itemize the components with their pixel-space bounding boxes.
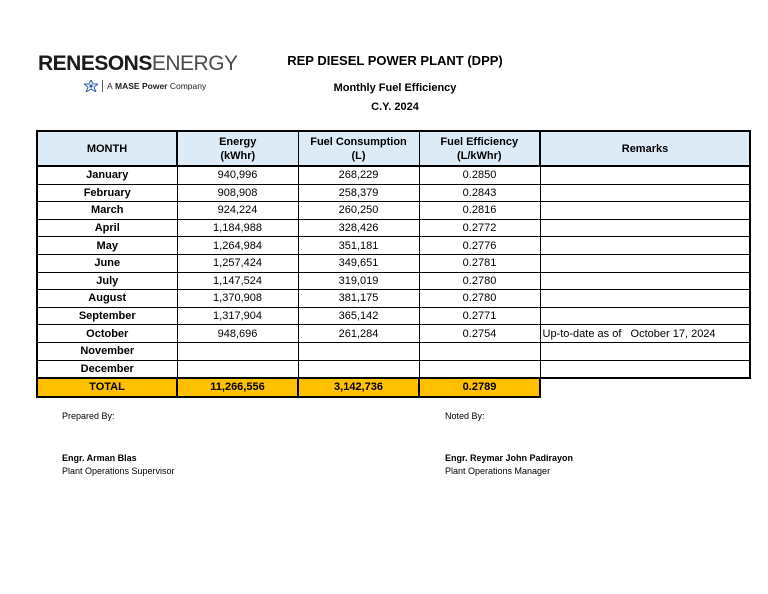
remarks-cell (540, 342, 750, 360)
fuel-cell: 349,651 (298, 254, 419, 272)
efficiency-cell: 0.2781 (419, 254, 540, 272)
column-header-month: MONTH (37, 131, 177, 166)
fuel-cell: 260,250 (298, 202, 419, 220)
column-header-energy: Energy (kWhr) (177, 131, 298, 166)
energy-cell: 924,224 (177, 202, 298, 220)
table-row (37, 290, 750, 308)
prepared-by-block (62, 453, 175, 476)
total-fuel: 3,142,736 (298, 378, 419, 397)
month-cell: May (37, 237, 177, 255)
column-header-fuel-consumption: Fuel Consumption (L) (298, 131, 419, 166)
table-row (37, 219, 750, 237)
column-header-fuel-efficiency: Fuel Efficiency (L/kWhr) (419, 131, 540, 166)
month-cell: August (37, 290, 177, 308)
remarks-cell (540, 360, 750, 378)
fuel-cell (298, 360, 419, 378)
remarks-cell (540, 237, 750, 255)
energy-cell: 1,370,908 (177, 290, 298, 308)
month-cell: February (37, 184, 177, 202)
logo-tag-suffix: Company (169, 81, 207, 91)
fuel-cell: 328,426 (298, 219, 419, 237)
efficiency-cell: 0.2850 (419, 166, 540, 184)
total-row (37, 378, 750, 397)
total-label: TOTAL (37, 378, 177, 397)
logo-divider (102, 80, 103, 92)
total-energy: 11,266,556 (177, 378, 298, 397)
noted-by-title: Plant Operations Manager (445, 466, 551, 476)
energy-cell: 1,264,984 (177, 237, 298, 255)
logo-brand-bold: RENESONS (38, 52, 152, 75)
logo-brand-light: ENERGY (151, 52, 238, 75)
energy-cell: 940,996 (177, 166, 298, 184)
fuel-cell (298, 342, 419, 360)
table-row (37, 202, 750, 220)
table-row (37, 342, 750, 360)
table-row (37, 184, 750, 202)
logo-wordmark (38, 52, 238, 76)
table-row (37, 325, 750, 343)
efficiency-cell (419, 360, 540, 378)
remarks-cell (540, 290, 750, 308)
prepared-by-name: Engr. Arman Blas (62, 453, 137, 463)
logo-tag-prefix: A (107, 81, 113, 91)
total-remarks-blank (540, 378, 750, 397)
fuel-cell: 268,229 (298, 166, 419, 184)
prepared-by-title: Plant Operations Supervisor (62, 466, 175, 476)
month-cell: March (37, 202, 177, 220)
table-row (37, 254, 750, 272)
fuel-cell: 381,175 (298, 290, 419, 308)
month-cell: October (37, 325, 177, 343)
table-row (37, 166, 750, 184)
month-cell: June (37, 254, 177, 272)
remarks-cell (540, 184, 750, 202)
energy-cell (177, 360, 298, 378)
page-subtitle: Monthly Fuel Efficiency (333, 82, 457, 94)
mase-emblem-icon (84, 80, 98, 92)
table-header-row (37, 131, 750, 166)
column-header-remarks: Remarks (540, 131, 750, 166)
calendar-year: C.Y. 2024 (371, 101, 419, 113)
table-row (37, 307, 750, 325)
month-cell: April (37, 219, 177, 237)
efficiency-cell: 0.2776 (419, 237, 540, 255)
remarks-cell: Up-to-date as of October 17, 2024 (540, 325, 750, 343)
noted-by-label: Noted By: (445, 411, 485, 421)
table-row (37, 272, 750, 290)
month-cell: December (37, 360, 177, 378)
noted-by-block (445, 453, 573, 476)
remarks-cell (540, 254, 750, 272)
remarks-cell (540, 272, 750, 290)
remarks-cell (540, 202, 750, 220)
efficiency-cell: 0.2780 (419, 272, 540, 290)
remarks-cell (540, 219, 750, 237)
fuel-cell: 261,284 (298, 325, 419, 343)
energy-cell (177, 342, 298, 360)
noted-by-name: Engr. Reymar John Padirayon (445, 453, 574, 463)
energy-cell: 1,317,904 (177, 307, 298, 325)
total-efficiency: 0.2789 (419, 378, 540, 397)
energy-cell: 1,184,988 (177, 219, 298, 237)
efficiency-cell: 0.2772 (419, 219, 540, 237)
fuel-cell: 258,379 (298, 184, 419, 202)
logo-tag-mase: MASE Power (115, 81, 168, 91)
fuel-efficiency-table (36, 130, 751, 398)
table-row (37, 237, 750, 255)
efficiency-cell: 0.2754 (419, 325, 540, 343)
page-title: REP DIESEL POWER PLANT (DPP) (287, 53, 503, 68)
prepared-by-label: Prepared By: (62, 411, 115, 421)
month-cell: September (37, 307, 177, 325)
efficiency-cell: 0.2816 (419, 202, 540, 220)
month-cell: November (37, 342, 177, 360)
fuel-cell: 351,181 (298, 237, 419, 255)
remarks-cell (540, 166, 750, 184)
efficiency-cell: 0.2771 (419, 307, 540, 325)
fuel-cell: 319,019 (298, 272, 419, 290)
remarks-cell (540, 307, 750, 325)
energy-cell: 1,147,524 (177, 272, 298, 290)
energy-cell: 948,696 (177, 325, 298, 343)
month-cell: January (37, 166, 177, 184)
month-cell: July (37, 272, 177, 290)
logo-tagline (84, 80, 206, 92)
fuel-cell: 365,142 (298, 307, 419, 325)
efficiency-cell (419, 342, 540, 360)
energy-cell: 908,908 (177, 184, 298, 202)
table-row (37, 360, 750, 378)
efficiency-cell: 0.2780 (419, 290, 540, 308)
efficiency-cell: 0.2843 (419, 184, 540, 202)
company-logo (38, 52, 238, 98)
energy-cell: 1,257,424 (177, 254, 298, 272)
